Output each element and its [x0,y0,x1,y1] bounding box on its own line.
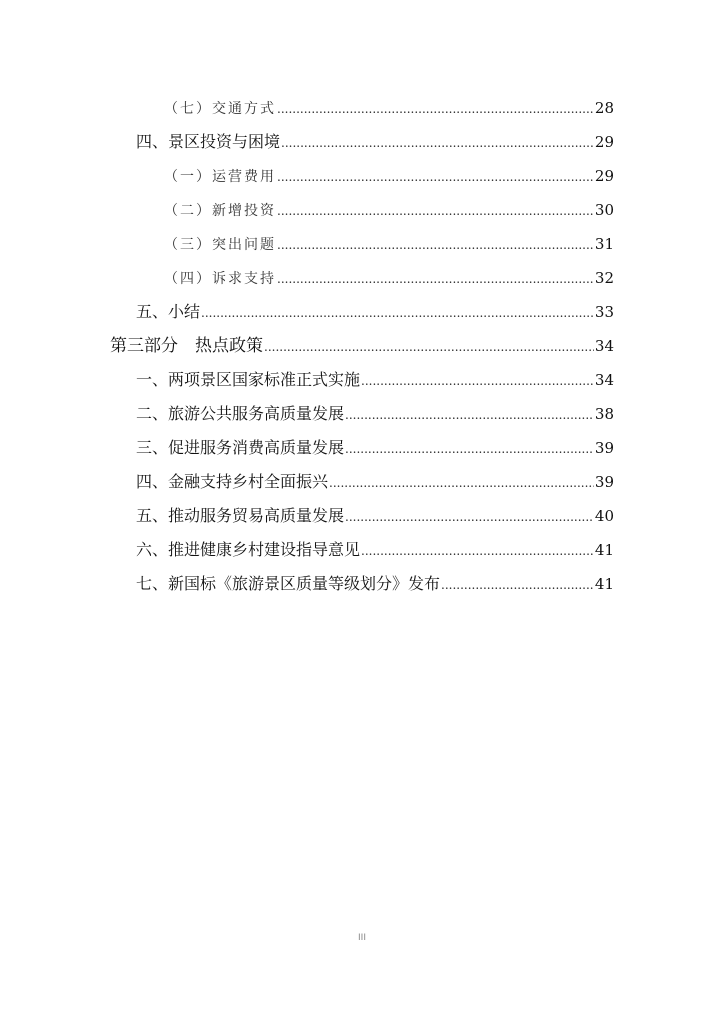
toc-entry-page: 29 [594,133,614,151]
toc-entry-page: 33 [594,303,614,321]
toc-entry-title: （四）诉求支持 [164,271,276,287]
toc-entry-page: 34 [594,371,614,389]
toc-entry-page: 34 [594,337,614,355]
toc-leader-dots [361,364,594,398]
toc-entry-page: 30 [594,201,614,219]
toc-leader-dots [345,500,594,534]
toc-entry-page: 28 [594,99,614,117]
toc-entry-title: （三）突出问题 [164,237,276,253]
toc-leader-dots [277,160,594,194]
footer-page-number: III [358,933,366,943]
toc-entry-page: 39 [594,439,614,457]
toc-entry-page: 41 [594,541,614,559]
toc-entry-page: 32 [594,269,614,287]
toc-entry-title: 六、推进健康乡村建设指导意见 [136,540,361,559]
toc-entry-page: 31 [594,235,614,253]
toc-entry-title: 四、金融支持乡村全面振兴 [136,472,329,491]
toc-entry[interactable] [136,465,614,499]
toc-entry-page: 40 [594,507,614,525]
toc-entry-title: 五、小结 [136,302,201,321]
toc-leader-dots [361,534,594,568]
toc-entry[interactable] [136,533,614,567]
toc-entry-title: 二、旅游公共服务高质量发展 [136,404,345,423]
toc-entry[interactable] [136,397,614,431]
toc-entry[interactable] [164,193,614,227]
toc-entry-title: 三、促进服务消费高质量发展 [136,438,345,457]
toc-leader-dots [277,194,594,228]
toc-leader-dots [277,228,594,262]
toc-entry[interactable] [164,159,614,193]
toc-entry[interactable] [136,431,614,465]
toc-leader-dots [201,296,594,330]
toc-entry[interactable] [164,227,614,261]
toc-entry-title: 四、景区投资与困境 [136,132,281,151]
toc-leader-dots [441,568,594,602]
toc-entry-title: （二）新增投资 [164,203,276,219]
toc-leader-dots [277,262,594,296]
toc-leader-dots [277,92,594,126]
toc-entry[interactable] [164,91,614,125]
toc-entry-title: 七、新国标《旅游景区质量等级划分》发布 [136,574,441,593]
toc-leader-dots [345,398,594,432]
toc-entry[interactable] [164,261,614,295]
toc-entry-title: （七）交通方式 [164,101,276,117]
toc-leader-dots [281,126,594,160]
toc-entry-page: 29 [594,167,614,185]
toc-entry-title: （一）运营费用 [164,169,276,185]
toc-entry-title: 一、两项景区国家标准正式实施 [136,370,361,389]
toc-leader-dots [329,466,594,500]
toc-entry[interactable] [136,363,614,397]
toc-leader-dots [345,432,594,466]
toc-leader-dots [264,330,594,364]
toc-entry-title: 五、推动服务贸易高质量发展 [136,506,345,525]
toc-entry[interactable] [136,499,614,533]
toc-entry[interactable] [136,295,614,329]
toc-entry-title: 第三部分 热点政策 [110,336,263,356]
toc-entry[interactable] [136,125,614,159]
toc-entry[interactable] [136,567,614,601]
toc-entry-page: 39 [594,473,614,491]
toc-entry-page: 41 [594,575,614,593]
toc-entry-page: 38 [594,405,614,423]
toc-entry-part[interactable] [110,329,614,363]
